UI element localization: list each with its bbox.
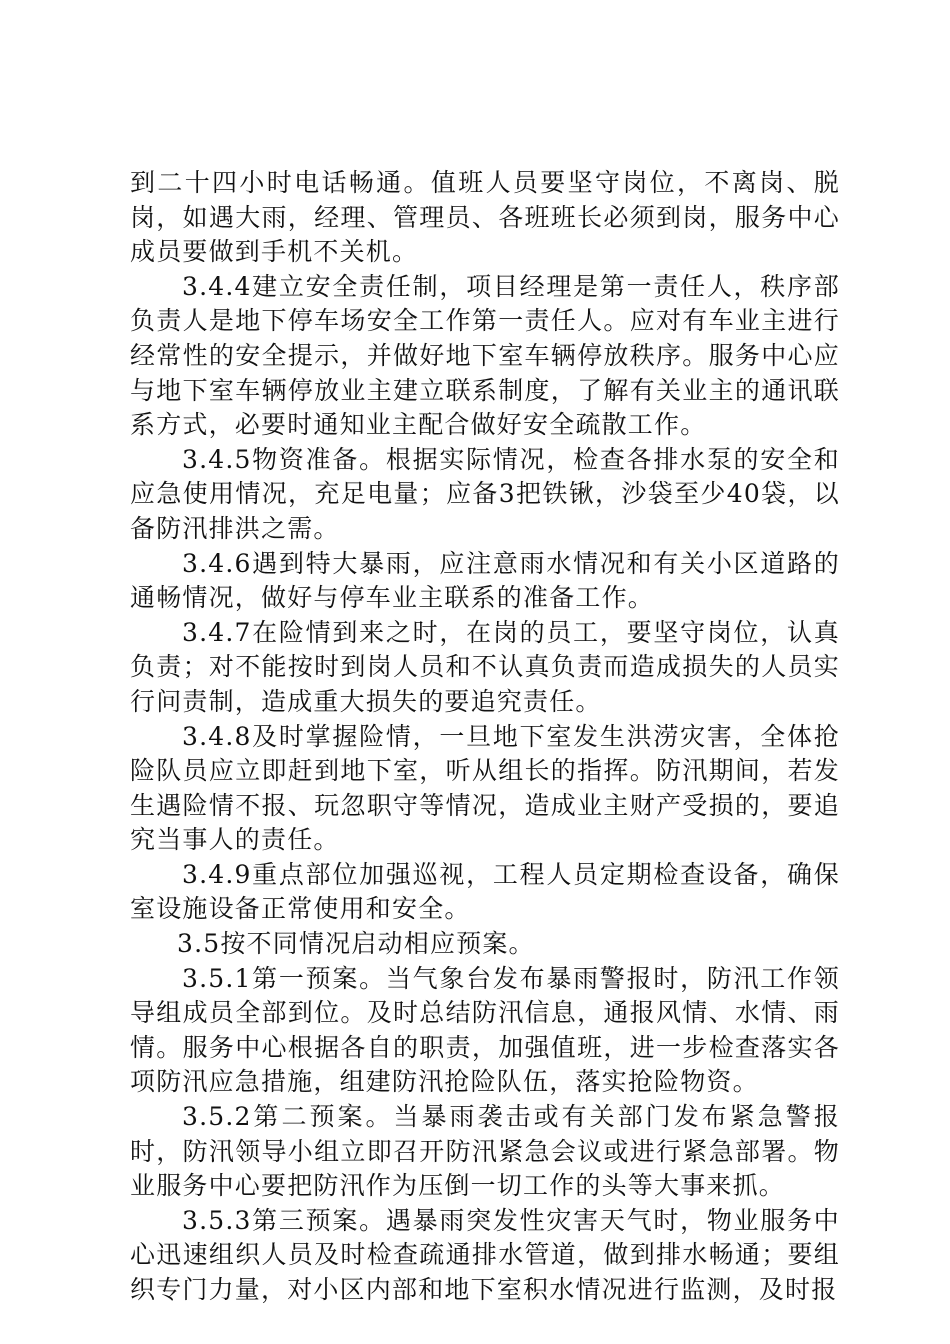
paragraph-3-4-6: 3.4.6遇到特大暴雨，应注意雨水情况和有关小区道路的通畅情况，做好与停车业主联系的准备工作。	[130, 548, 840, 613]
paragraph-3-4-9: 3.4.9重点部位加强巡视，工程人员定期检查设备，确保室设施设备正常使用和安全。	[130, 859, 840, 924]
document-body	[130, 166, 840, 1308]
paragraph-3-5-1: 3.5.1第一预案。当气象台发布暴雨警报时，防汛工作领导组成员全部到位。及时总结防汛信息，通报风情、水情、雨情。服务中心根据各自的职责，加强值班，进一步检查落实各项防汛应急措施，组建防汛抢险队伍，落实抢险物资。	[130, 963, 840, 1097]
paragraph-continuation: 到二十四小时电话畅通。值班人员要坚守岗位，不离岗、脱岗，如遇大雨，经理、管理员、各班班长必须到岗，服务中心成员要做到手机不关机。	[130, 168, 840, 267]
paragraph-3-4-5: 3.4.5物资准备。根据实际情况，检查各排水泵的安全和应急使用情况，充足电量；应备3把铁锹，沙袋至少40袋，以备防汛排洪之需。	[130, 444, 840, 543]
paragraph-3-4-7: 3.4.7在险情到来之时，在岗的员工，要坚守岗位，认真负责；对不能按时到岗人员和不认真负责而造成损失的人员实行问责制，造成重大损失的要追究责任。	[130, 617, 840, 716]
paragraph-3-4-4: 3.4.4建立安全责任制，项目经理是第一责任人，秩序部负责人是地下停车场安全工作第一责任人。应对有车业主进行经常性的安全提示，并做好地下室车辆停放秩序。服务中心应与地下室车辆停放业主建立联系制度，了解有关业主的通讯联系方式，必要时通知业主配合做好安全疏散工作。	[130, 271, 840, 440]
paragraph-3-5-2: 3.5.2第二预案。当暴雨袭击或有关部门发布紧急警报时，防汛领导小组立即召开防汛紧急会议或进行紧急部署。物业服务中心要把防汛作为压倒一切工作的头等大事来抓。	[130, 1102, 840, 1201]
section-heading-3-5: 3.5按不同情况启动相应预案。	[177, 929, 535, 959]
paragraph-3-4-8: 3.4.8及时掌握险情，一旦地下室发生洪涝灾害，全体抢险队员应立即赶到地下室，听从组长的指挥。防汛期间，若发生遇险情不报、玩忽职守等情况，造成业主财产受损的，要追究当事人的责任。	[130, 721, 840, 855]
paragraph-3-5-3: 3.5.3第三预案。遇暴雨突发性灾害天气时，物业服务中心迅速组织人员及时检查疏通排水管道，做到排水畅通；要组织专门力量，对小区内部和地下室积水情况进行监测，及时报	[130, 1205, 840, 1304]
